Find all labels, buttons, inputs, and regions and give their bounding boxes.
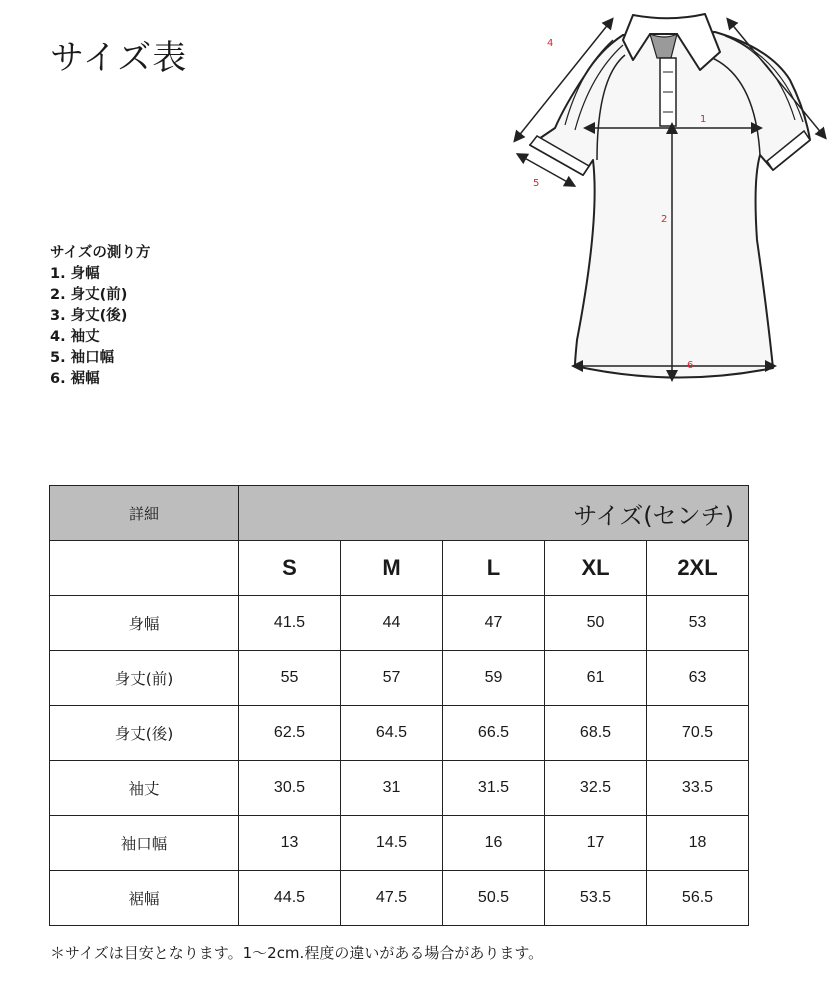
polo-shirt-diagram [505, 10, 830, 390]
row-label: 裾幅 [50, 871, 239, 926]
empty-cell [50, 541, 239, 596]
measurement-guide-heading: サイズの測り方 [50, 245, 151, 261]
table-cell: 64.5 [341, 706, 443, 761]
table-cell: 55 [239, 651, 341, 706]
size-header: L [443, 541, 545, 596]
measure-item: 4. 袖丈 [50, 329, 100, 345]
table-cell: 50 [545, 596, 647, 651]
size-table [49, 485, 749, 926]
table-row [50, 706, 749, 761]
row-label: 袖丈 [50, 761, 239, 816]
table-cell: 44.5 [239, 871, 341, 926]
table-cell: 31.5 [443, 761, 545, 816]
row-label: 袖口幅 [50, 816, 239, 871]
table-cell: 70.5 [647, 706, 749, 761]
table-cell: 53.5 [545, 871, 647, 926]
size-row [50, 541, 749, 596]
unit-header: サイズ(センチ) [239, 486, 749, 541]
detail-header: 詳細 [50, 486, 239, 541]
row-label: 身幅 [50, 596, 239, 651]
diagram-label-4: 4 [547, 38, 554, 49]
table-cell: 17 [545, 816, 647, 871]
table-cell: 59 [443, 651, 545, 706]
table-row [50, 651, 749, 706]
table-cell: 31 [341, 761, 443, 816]
table-row [50, 816, 749, 871]
diagram-label-1: 1 [700, 114, 707, 125]
table-cell: 47.5 [341, 871, 443, 926]
measure-item: 1. 身幅 [50, 266, 100, 282]
table-cell: 32.5 [545, 761, 647, 816]
table-cell: 56.5 [647, 871, 749, 926]
measure-item: 6. 裾幅 [50, 371, 100, 387]
measure-item: 5. 袖口幅 [50, 350, 115, 366]
diagram-label-6: 6 [687, 360, 694, 371]
diagram-label-2: 2 [661, 214, 668, 225]
size-header: XL [545, 541, 647, 596]
table-cell: 41.5 [239, 596, 341, 651]
table-row [50, 761, 749, 816]
footnote: ＊サイズは目安となります。1〜2cm.程度の違いがある場合があります。 [50, 944, 544, 962]
table-cell: 16 [443, 816, 545, 871]
table-header-row [50, 486, 749, 541]
row-label: 身丈(後) [50, 706, 239, 761]
page-title: サイズ表 [50, 38, 188, 78]
diagram-label-5: 5 [533, 178, 540, 189]
size-header: S [239, 541, 341, 596]
table-cell: 62.5 [239, 706, 341, 761]
size-header: 2XL [647, 541, 749, 596]
table-row [50, 871, 749, 926]
table-cell: 66.5 [443, 706, 545, 761]
table-cell: 53 [647, 596, 749, 651]
table-cell: 47 [443, 596, 545, 651]
table-cell: 61 [545, 651, 647, 706]
table-cell: 30.5 [239, 761, 341, 816]
measurement-guide [50, 243, 150, 390]
measure-item: 3. 身丈(後) [50, 308, 128, 324]
table-cell: 44 [341, 596, 443, 651]
measure-item: 2. 身丈(前) [50, 287, 128, 303]
table-cell: 50.5 [443, 871, 545, 926]
table-cell: 13 [239, 816, 341, 871]
table-cell: 57 [341, 651, 443, 706]
table-row [50, 596, 749, 651]
table-cell: 14.5 [341, 816, 443, 871]
table-cell: 63 [647, 651, 749, 706]
table-cell: 18 [647, 816, 749, 871]
row-label: 身丈(前) [50, 651, 239, 706]
table-cell: 33.5 [647, 761, 749, 816]
table-cell: 68.5 [545, 706, 647, 761]
size-header: M [341, 541, 443, 596]
